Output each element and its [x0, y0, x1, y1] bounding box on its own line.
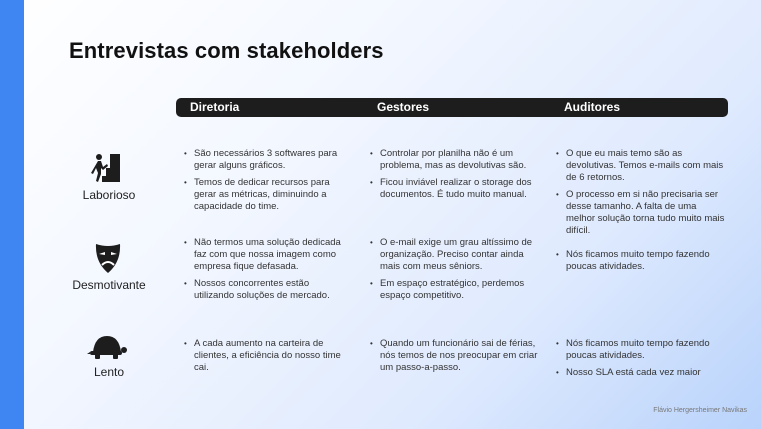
cell-lento-gestores [368, 338, 538, 379]
list-item: • O processo em si não precisaria ser desse tamanho. A falta de uma melhor solução torna tudo muito mais difícil. [554, 189, 726, 237]
list-item: • Nós ficamos muito tempo fazendo poucas atividades. [554, 338, 726, 362]
sad-mask-icon [88, 242, 128, 274]
list-item: • Quando um funcionário sai de férias, nós temos de nos preocupar em criar um passo-a-passo. [368, 338, 538, 374]
cell-laborioso-gestores [368, 148, 533, 206]
cell-lento-auditores [554, 338, 726, 384]
list-item: • Nós ficamos muito tempo fazendo poucas atividades. [554, 249, 726, 273]
cell-laborioso-diretoria [182, 148, 342, 218]
list-item: • São necessários 3 softwares para gerar alguns gráficos. [182, 148, 342, 172]
row-label-desmotivante: Desmotivante [72, 278, 146, 292]
column-header-diretoria: Diretoria [190, 100, 240, 114]
row-label-laborioso: Laborioso [82, 188, 136, 202]
column-header-gestores: Gestores [377, 100, 430, 114]
cell-desmotivante-gestores [368, 237, 536, 307]
cell-desmotivante-diretoria [182, 237, 344, 307]
list-item: • O e-mail exige um grau altíssimo de organização. Preciso contar ainda mais com meus sêniors. [368, 237, 536, 273]
list-item: • Nosso SLA está cada vez maior [554, 367, 726, 379]
column-header-auditores: Auditores [564, 100, 621, 114]
list-item: • Nossos concorrentes estão utilizando soluções de mercado. [182, 278, 344, 302]
list-item: • Controlar por planilha não é um problema, mas as devolutivas são. [368, 148, 533, 172]
row-label-lento: Lento [93, 365, 125, 379]
list-item: • O que eu mais temo são as devolutivas. Temos e-mails com mais de 6 retornos. [554, 148, 726, 184]
list-item: • Em espaço estratégico, perdemos espaço competitivo. [368, 278, 536, 302]
cell-laborioso-auditores [554, 148, 726, 242]
list-item: • Temos de dedicar recursos para gerar as métricas, diminuindo a capacidade do time. [182, 177, 342, 213]
page-title: Entrevistas com stakeholders [69, 38, 384, 63]
author-footer: Flávio Hergersheimer Navikas [653, 407, 747, 414]
list-item: • A cada aumento na carteira de clientes, a eficiência do nosso time cai. [182, 338, 342, 374]
cell-lento-diretoria [182, 338, 342, 379]
cell-desmotivante-auditores [554, 249, 726, 278]
column-header-bar [176, 98, 728, 117]
list-item: • Ficou inviável realizar o storage dos documentos. É tudo muito manual. [368, 177, 533, 201]
left-accent-bar [0, 0, 24, 429]
climbing-person-icon [88, 152, 128, 184]
turtle-icon [87, 332, 127, 364]
list-item: • Não termos uma solução dedicada faz com que nossa imagem como empresa fique defasada. [182, 237, 344, 273]
